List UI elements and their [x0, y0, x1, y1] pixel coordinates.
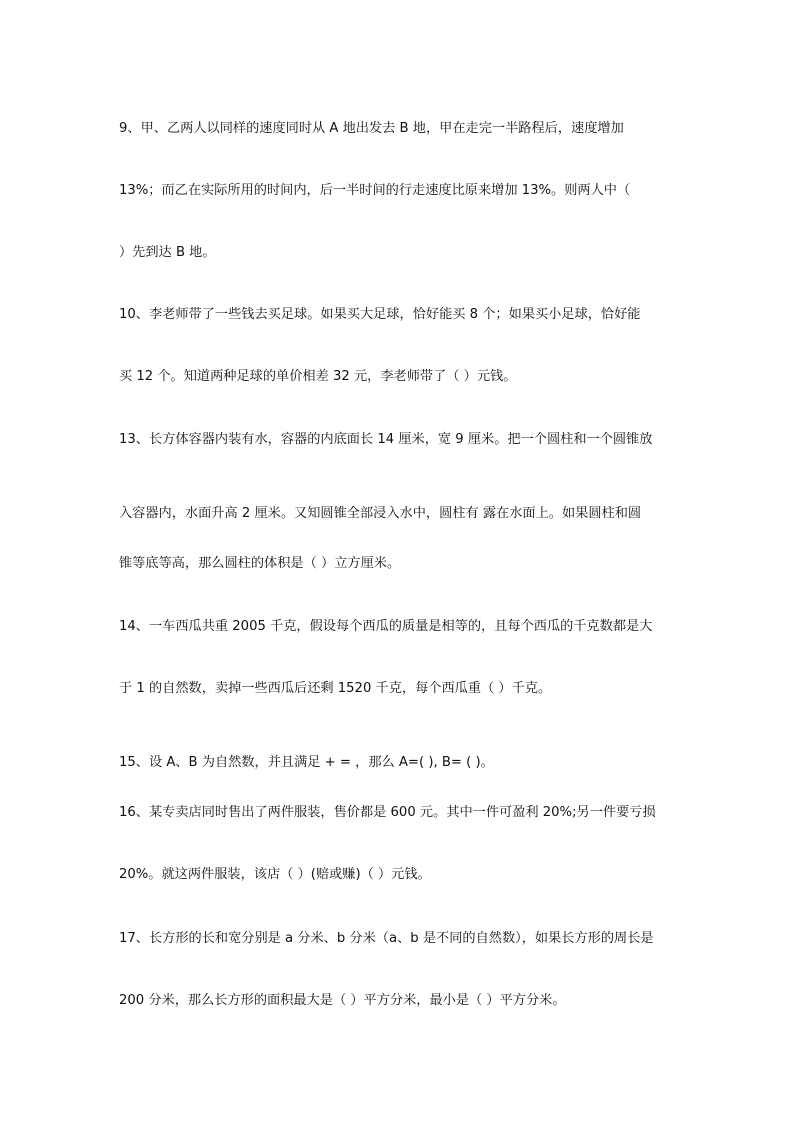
problem-16-line-1: 16、某专卖店同时售出了两件服装，售价都是 600 元。其中一件可盈利 20%;另一件要亏损	[119, 805, 656, 820]
problem-14-line-1: 14、一车西瓜共重 2005 千克，假设每个西瓜的质量是相等的，且每个西瓜的千克数都是大	[119, 619, 653, 634]
problem-9-line-3: ）先到达 B 地。	[119, 245, 216, 260]
problem-17-line-1: 17、长方形的长和宽分别是 a 分米、b 分米（a、b 是不同的自然数），如果长方形的周长是	[119, 931, 654, 946]
problem-17-line-2: 200 分米，那么长方形的面积最大是（ ）平方分米，最小是（ ）平方分米。	[119, 993, 566, 1008]
problem-9-line-1: 9、甲、乙两人以同样的速度同时从 A 地出发去 B 地，甲在走完一半路程后，速度增加	[119, 121, 624, 136]
problem-9-line-2: 13%；而乙在实际所用的时间内，后一半时间的行走速度比原来增加 13%。则两人中（	[119, 183, 631, 198]
problem-15-line-1: 15、设 A、B 为自然数，并且满足 + = ，那么 A=( ), B= ( )。	[119, 755, 494, 770]
problem-10-line-2: 买 12 个。知道两种足球的单价相差 32 元，李老师带了（ ）元钱。	[119, 369, 517, 384]
problem-13-line-1: 13、长方体容器内装有水，容器的内底面长 14 厘米，宽 9 厘米。把一个圆柱和一个圆锥放	[119, 432, 653, 447]
problem-13-line-2: 入容器内，水面升高 2 厘米。又知圆锥全部浸入水中，圆柱有 露在水面上。如果圆柱和圆	[119, 506, 642, 521]
problem-14-line-2: 于 1 的自然数，卖掉一些西瓜后还剩 1520 千克，每个西瓜重（ ）千克。	[119, 681, 552, 696]
problem-16-line-2: 20%。就这两件服装，该店（ ）(赔或赚)（ ）元钱。	[119, 867, 431, 882]
problem-13-line-3: 锥等底等高，那么圆柱的体积是（ ）立方厘米。	[119, 556, 401, 571]
problem-10-line-1: 10、李老师带了一些钱去买足球。如果买大足球，恰好能买 8 个；如果买小足球，恰好能	[119, 307, 641, 322]
